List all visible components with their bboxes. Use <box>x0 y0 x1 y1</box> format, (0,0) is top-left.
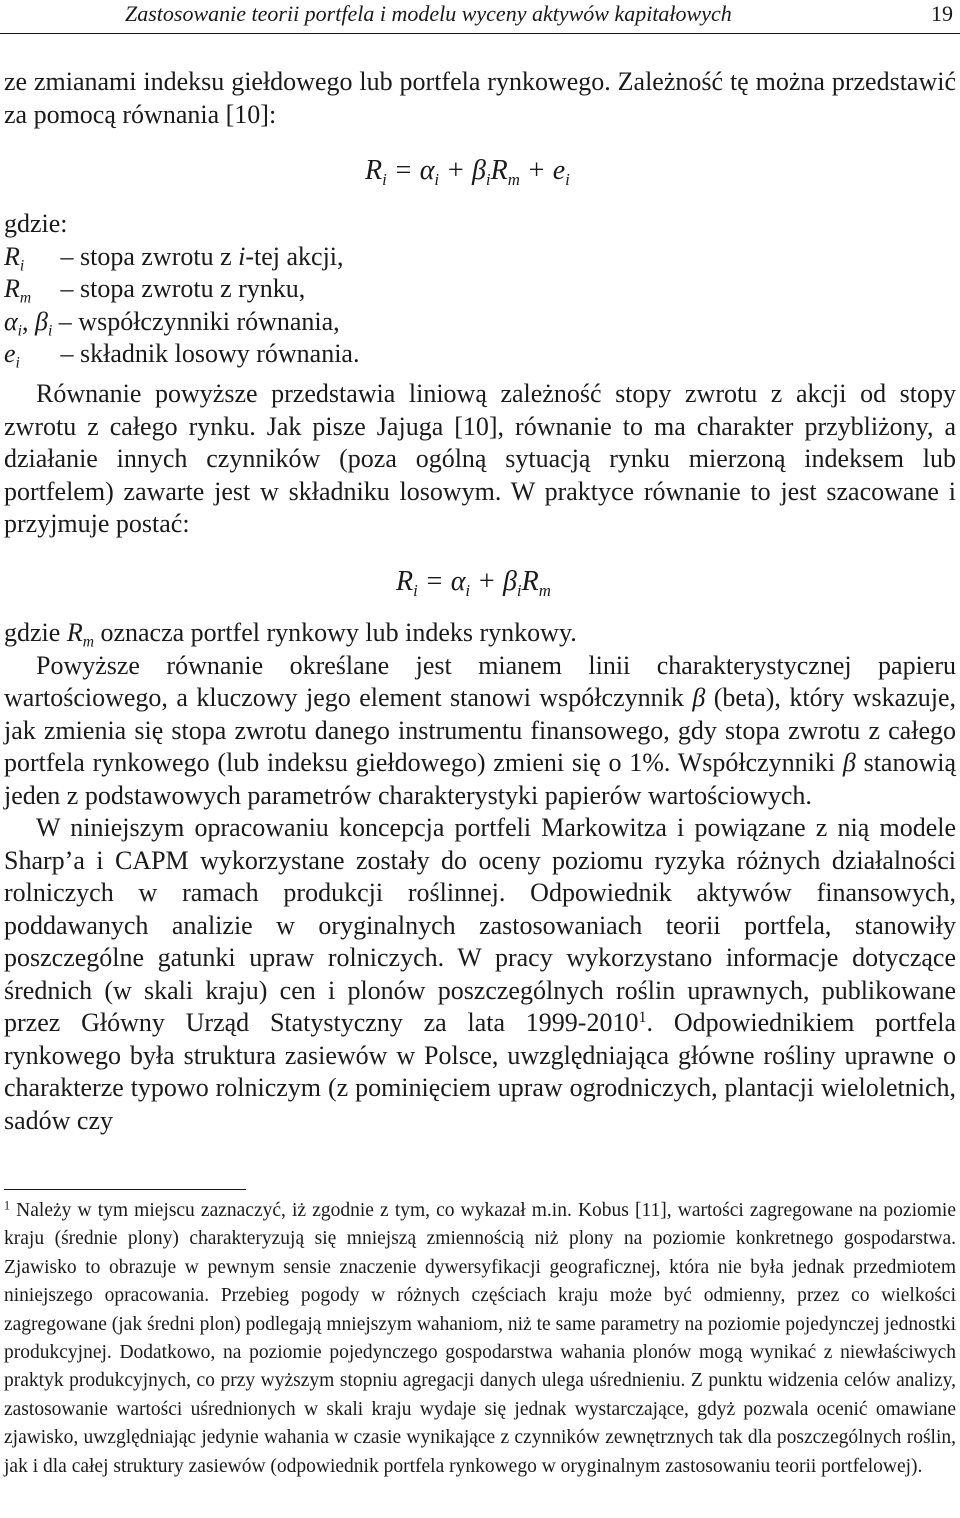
intro-paragraph: ze zmianami indeksu giełdowego lub portfela rynkowego. Zależność tę można przedstawić za pomocą równania [10]: <box>4 67 956 129</box>
definition-item: $R_i$ – stopa zwrotu z i-tej akcji, <box>4 241 344 274</box>
body-text-continued <box>4 617 956 1137</box>
header-rule <box>0 33 960 34</box>
where-label: gdzie: <box>4 209 68 238</box>
definition-item: $\alpha_i$, $\beta_i$ – współczynniki równania, <box>4 306 340 339</box>
footnote-reference: 1 <box>638 1009 647 1027</box>
definition-item: $e_i$ – składnik losowy równania. <box>4 339 360 372</box>
footnote-rule <box>4 1189 246 1190</box>
equation-characteristic-line: $R_i = \alpha_i + \beta_iR_m$ <box>396 566 551 600</box>
page-number: 19 <box>931 1 953 26</box>
equation-market-model: $R_i = \alpha_i + \beta_iR_m + e_i$ <box>365 155 570 189</box>
definitions-list <box>4 208 704 371</box>
paragraph: W niniejszym opracowaniu koncepcja portfeli Markowitza i powiązane z nią modele Sharp’a i CAPM wykorzystane zostały do oceny poziomu ryzyka różnych działalności rolniczych w ramach produkcji roślinnej. Odpowiednik aktywów finansowych, poddawanych analizie w oryginalnych zastosowaniach teorii portfela, stanowiły poszczególne gatunki upraw rolniczych. W pracy wykorzystano informacje dotyczące średnich (w skali kraju) cen i plonów poszczególnych roślin uprawnych, publikowane przez Główny Urząd Statystyczny za lata 1999-2010$^1$. Odpowiednikiem portfela rynkowego była struktura zasiewów w Polsce, uwzględniająca główne rośliny uprawne o charakterze typowo rolniczym (z pominięciem upraw ogrodniczych, plantacji wieloletnich, sadów czy <box>4 813 956 1135</box>
definition-item: $R_m$ – stopa zwrotu z rynku, <box>4 274 306 307</box>
body-text <box>4 378 956 541</box>
running-header-title: Zastosowanie teorii portfela i modelu wyceny aktywów kapitałowych <box>125 1 732 26</box>
where-rm-line: gdzie $R_m$ oznacza portfel rynkowy lub indeks rynkowy. <box>4 618 577 651</box>
running-header <box>0 0 960 32</box>
paragraph: Powyższe równanie określane jest mianem linii charakterystycznej papieru wartościowego, a kluczowy jego element stanowi współczynnik β (beta), który wskazuje, jak zmienia się stopa zwrotu danego instrumentu finansowego, gdy stopa zwrotu z całego portfela rynkowego (lub indeksu giełdowego) zmieni się o 1%. Współczynniki β stanowią jeden z podstawowych parametrów charakterystyki papierów wartościowych. <box>4 650 957 810</box>
paragraph: Równanie powyższe przedstawia liniową zależność stopy zwrotu z akcji od stopy zwrotu z całego rynku. Jak pisze Jajuga [10], równanie to ma charakter przybliżony, a działanie innych czynników (poza ogólną sytuacją rynku mierzoną indeksem lub portfelem) zawarte jest w składniku losowym. W praktyce równanie to jest szacowane i przyjmuje postać: <box>4 379 956 538</box>
main-text <box>4 66 956 131</box>
footnote: $^1$ Należy w tym miejscu zaznaczyć, iż zgodnie z tym, co wykazał m.in. Kobus [11], wartości zagregowane na poziomie kraju (średnie plony) charakteryzują się mniejszą zmiennością niż plony na poziomie konkretnego gospodarstwa. Zjawisko to obrazuje w pewnym sensie znaczenie dywersyfikacji geograficznej, która nie była jednak przedmiotem niniejszego opracowania. Przebieg pogody w różnych częściach kraju może być odmienny, przez co wielkości zagregowane (jak średni plon) podlegają mniejszym wahaniom, niż te same parametry na poziomie pojedynczej jednostki produkcyjnej. Dodatkowo, na poziomie pojedynczego gospodarstwa wahania plonów mogą wynikać z niewłaściwych praktyk produkcyjnych, co przy wyższym stopniu agregacji danych ulega uśrednieniu. Z punktu widzenia celów analizy, zastosowanie wartości uśrednionych w skali kraju wydaje się jednak wystarczające, gdyż pozwala ocenić omawiane zjawisko, uwzględniając jedynie wahania w czasie wynikające z czynników zewnętrznych tak dla poszczególnych roślin, jak i dla całej struktury zasiewów (odpowiednik portfela rynkowego w oryginalnym zastosowaniu teorii portfelowej). <box>4 1198 956 1477</box>
